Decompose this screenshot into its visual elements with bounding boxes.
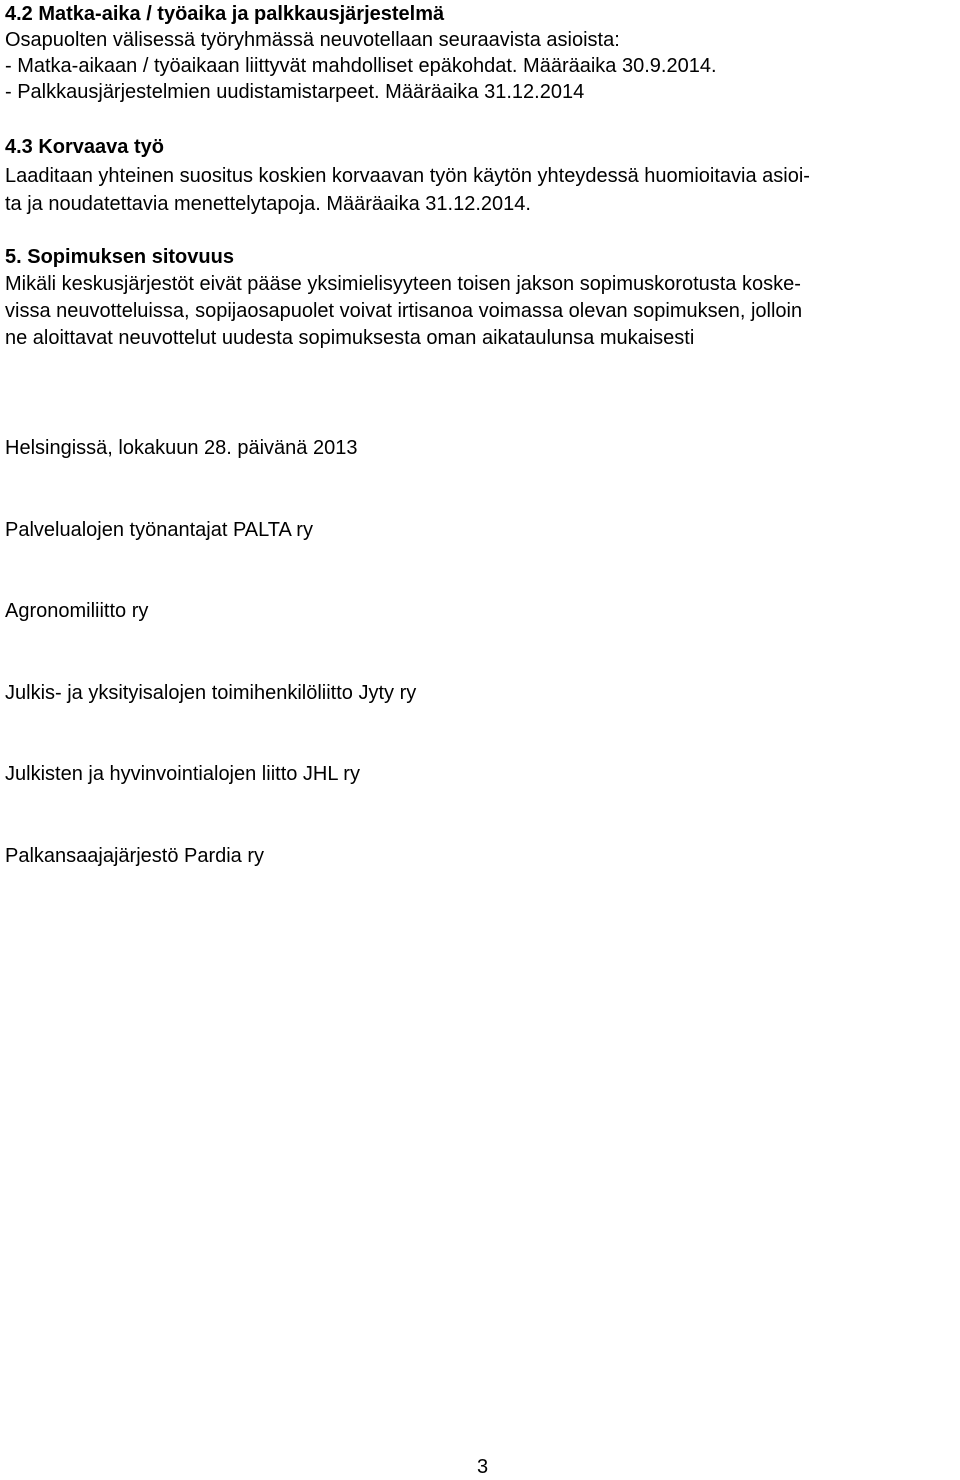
signatory: Julkis- ja yksityisalojen toimihenkilöliitto Jyty ry [5, 682, 417, 704]
section-4-3-line: Laaditaan yhteinen suositus koskien korvaavan työn käytön yhteydessä huomioitavia asioi- [5, 165, 810, 187]
section-4-3-line: ta ja noudatettavia menettelytapoja. Määräaika 31.12.2014. [5, 193, 531, 215]
signatory: Agronomiliitto ry [5, 600, 149, 622]
place-date: Helsingissä, lokakuun 28. päivänä 2013 [5, 437, 358, 459]
section-4-2-heading: 4.2 Matka-aika / työaika ja palkkausjärjestelmä [5, 3, 445, 25]
signatory: Palkansaajajärjestö Pardia ry [5, 845, 265, 867]
section-4-2-line: - Matka-aikaan / työaikaan liittyvät mahdolliset epäkohdat. Määräaika 30.9.2014. [5, 55, 717, 77]
section-5-line: Mikäli keskusjärjestöt eivät pääse yksimielisyyteen toisen jakson sopimuskorotusta koske- [5, 273, 801, 295]
section-4-2-line: - Palkkausjärjestelmien uudistamistarpeet. Määräaika 31.12.2014 [5, 81, 585, 103]
page-number: 3 [477, 1456, 489, 1478]
section-4-2-line: Osapuolten välisessä työryhmässä neuvotellaan seuraavista asioista: [5, 29, 620, 51]
section-5-line: ne aloittavat neuvottelut uudesta sopimuksesta oman aikataulunsa mukaisesti [5, 327, 695, 349]
signatory: Palvelualojen työnantajat PALTA ry [5, 519, 313, 541]
signatory: Julkisten ja hyvinvointialojen liitto JHL ry [5, 763, 360, 785]
section-4-3-heading: 4.3 Korvaava työ [5, 136, 164, 158]
section-5-line: vissa neuvotteluissa, sopijaosapuolet voivat irtisanoa voimassa olevan sopimuksen, jolloin [5, 300, 803, 322]
section-5-heading: 5. Sopimuksen sitovuus [5, 246, 234, 268]
